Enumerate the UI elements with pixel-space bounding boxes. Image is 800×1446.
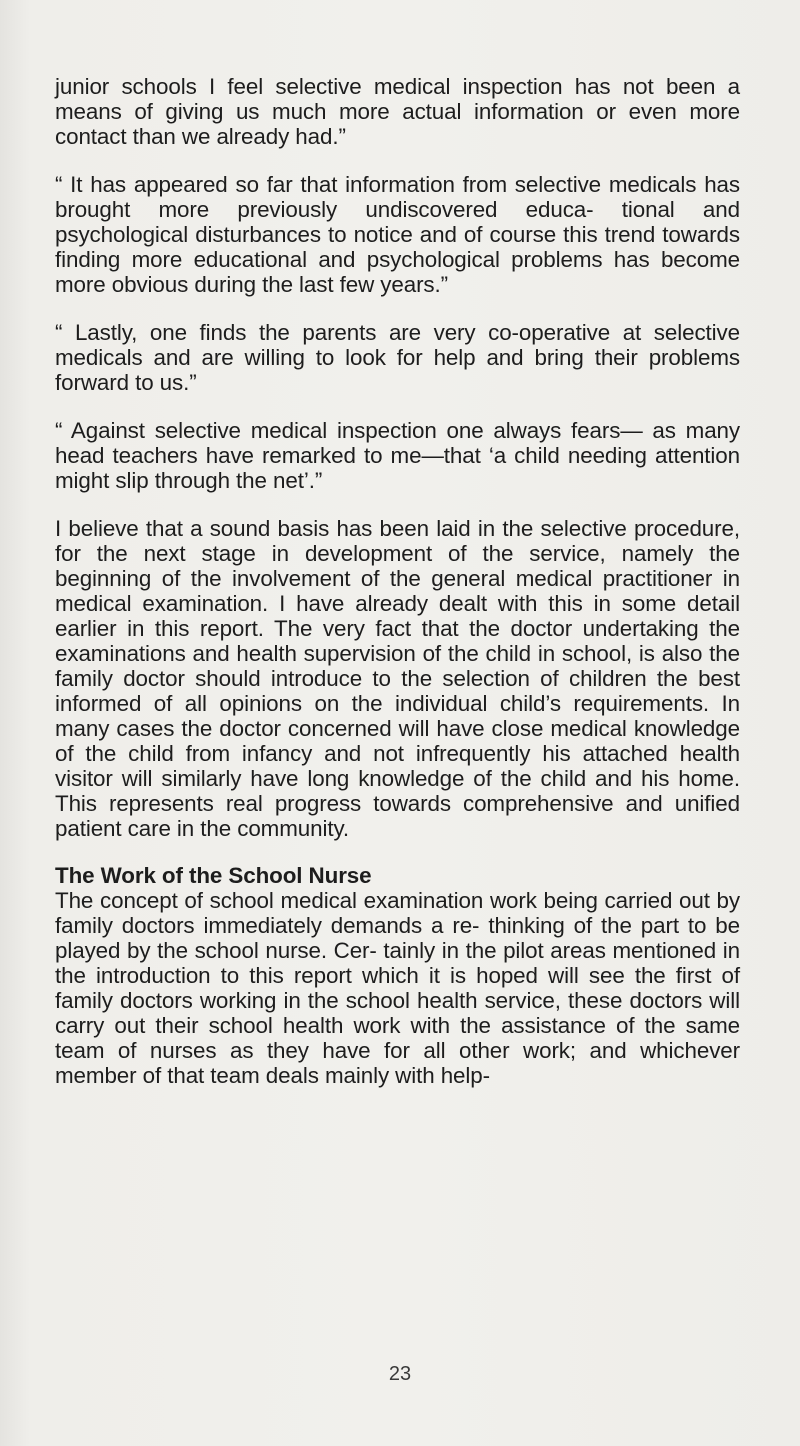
paragraph-gap: [55, 149, 740, 172]
section-gap: [55, 841, 740, 863]
paragraph-gap: [55, 395, 740, 418]
body-text: [55, 74, 740, 1088]
paragraph-1: junior schools I feel selective medical inspection has not been a means of giving us much more actual information or even more contact than we already had.”: [55, 74, 740, 149]
paragraph-3: “ Lastly, one finds the parents are very co-operative at selective medicals and are willing to look for help and bring their problems forward to us.”: [55, 320, 740, 395]
paragraph-4: “ Against selective medical inspection one always fears— as many head teachers have remarked to me—that ‘a child needing attention might slip through the net’.”: [55, 418, 740, 493]
page-number: 23: [388, 1363, 412, 1385]
paragraph-5: I believe that a sound basis has been laid in the selective procedure, for the next stage in development of the service, namely the beginning of the involvement of the general medical practitioner in medical examination. I have already dealt with this in some detail earlier in this report. The very fact that the doctor undertaking the examinations and health supervision of the child in school, is also the family doctor should introduce to the selection of children the best informed of all opinions on the individual child’s requirements. In many cases the doctor concerned will have close medical knowledge of the child from infancy and not infrequently his attached health visitor will similarly have long knowledge of the child and his home. This represents real progress towards comprehensive and unified patient care in the community.: [55, 516, 740, 841]
paragraph-gap: [55, 493, 740, 516]
section-paragraph: The concept of school medical examination work being carried out by family doctors immediately demands a re- thinking of the part to be played by the school nurse. Cer- tainly in the pilot areas mentioned in the introduction to this report which it is hoped will see the first of family doctors working in the school health service, these doctors will carry out their school health work with the assistance of the same team of nurses as they have for all other work; and whichever member of that team deals mainly with help-: [55, 888, 740, 1088]
paragraph-gap: [55, 297, 740, 320]
section-heading: The Work of the School Nurse: [55, 863, 372, 888]
paragraph-2: “ It has appeared so far that information from selective medicals has brought more previously undiscovered educa- tional and psychological disturbances to notice and of course this trend towards finding more educational and psychological problems has become more obvious during the last few years.”: [55, 172, 740, 297]
